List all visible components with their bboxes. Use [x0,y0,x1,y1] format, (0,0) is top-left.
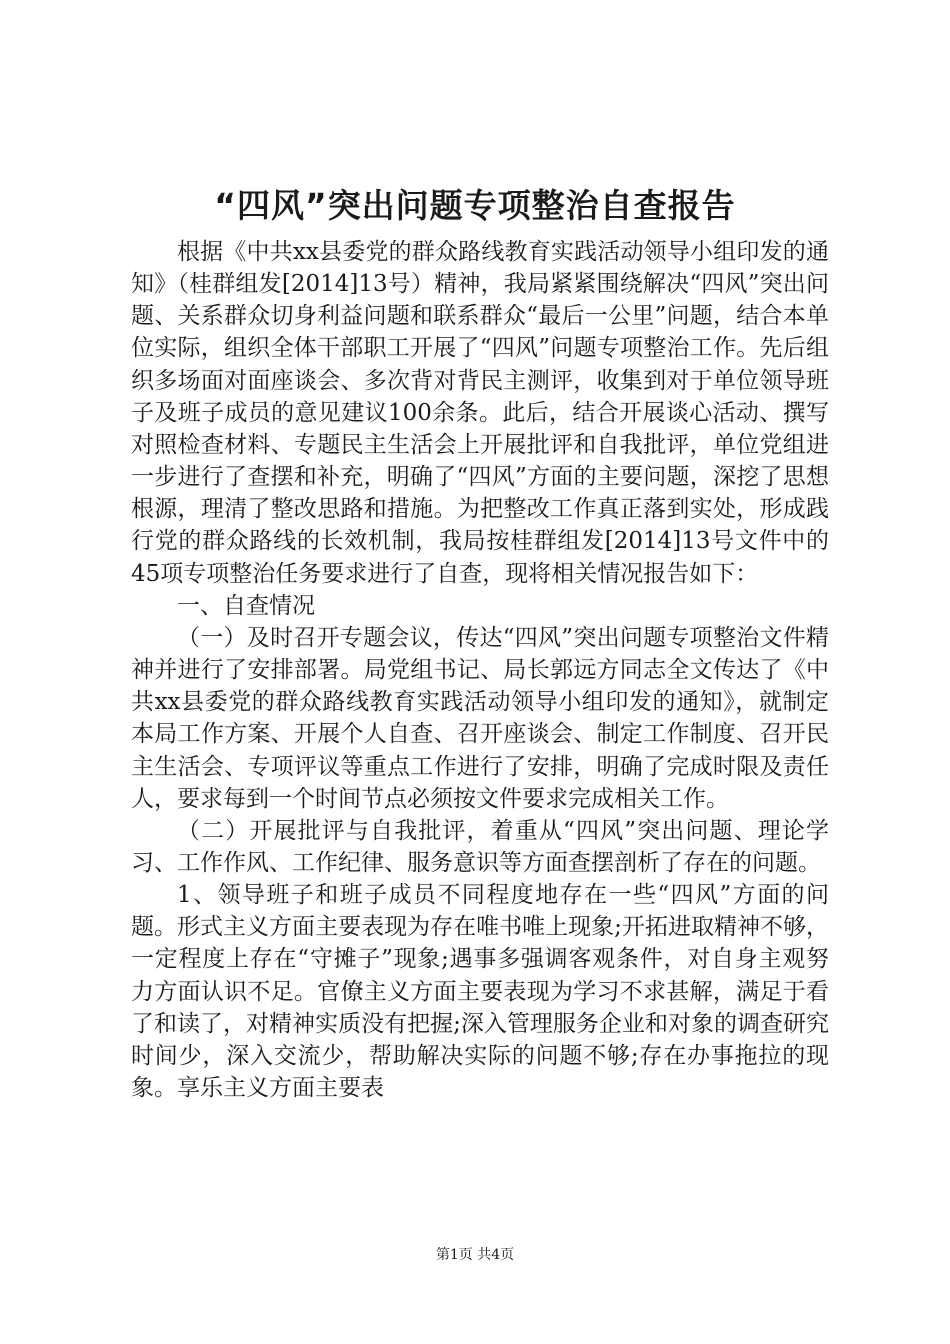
document-body [131,236,829,1104]
paragraph-section-2: （二）开展批评与自我批评，着重从“四风”突出问题、理论学习、工作作风、工作纪律、服务意识等方面查摆剖析了存在的问题。 [131,817,829,876]
heading-self-check: 一、自查情况 [177,592,315,619]
document-title: “四风”突出问题专项整治自查报告 [214,186,736,225]
page-number: 第1页 共4页 [435,1247,515,1263]
paragraph-section-1: （一）及时召开专题会议，传达“四风”突出问题专项整治文件精神并进行了安排部署。局党组书记、局长郭远方同志全文传达了《中共xx县委党的群众路线教育实践活动领导小组印发的通知》，就制定本局工作方案、开展个人自查、召开座谈会、制定工作制度、召开民主生活会、专项评议等重点工作进行了安排，明确了完成时限及责任人，要求每到一个时间节点必须按文件要求完成相关工作。 [131,624,829,812]
paragraph-item-1: 1、领导班子和班子成员不同程度地存在一些“四风”方面的问题。形式主义方面主要表现为存在唯书唯上现象;开拓进取精神不够，一定程度上存在“守摊子”现象;遇事多强调客观条件，对自身主观努力方面认识不足。官僚主义方面主要表现为学习不求甚解，满足于看了和读了，对精神实质没有把握;深入管理服务企业和对象的调查研究时间少，深入交流少，帮助解决实际的问题不够;存在办事拖拉的现象。享乐主义方面主要表 [131,882,829,1102]
paragraph-intro: 根据《中共xx县委党的群众路线教育实践活动领导小组印发的通知》（桂群组发[2014]13号）精神，我局紧紧围绕解决“四风”突出问题、关系群众切身利益问题和联系群众“最后一公里”问题，结合本单位实际，组织全体干部职工开展了“四风”问题专项整治工作。先后组织多场面对面座谈会、多次背对背民主测评，收集到对于单位领导班子及班子成员的意见建议100余条。此后，结合开展谈心活动、撰写对照检查材料、专题民主生活会上开展批评和自我批评，单位党组进一步进行了查摆和补充，明确了“四风”方面的主要问题，深挖了思想根源，理清了整改思路和措施。为把整改工作真正落到实处，形成践行党的群众路线的长效机制，我局按桂群组发[2014]13号文件中的45项专项整治任务要求进行了自查，现将相关情况报告如下： [131,239,829,587]
